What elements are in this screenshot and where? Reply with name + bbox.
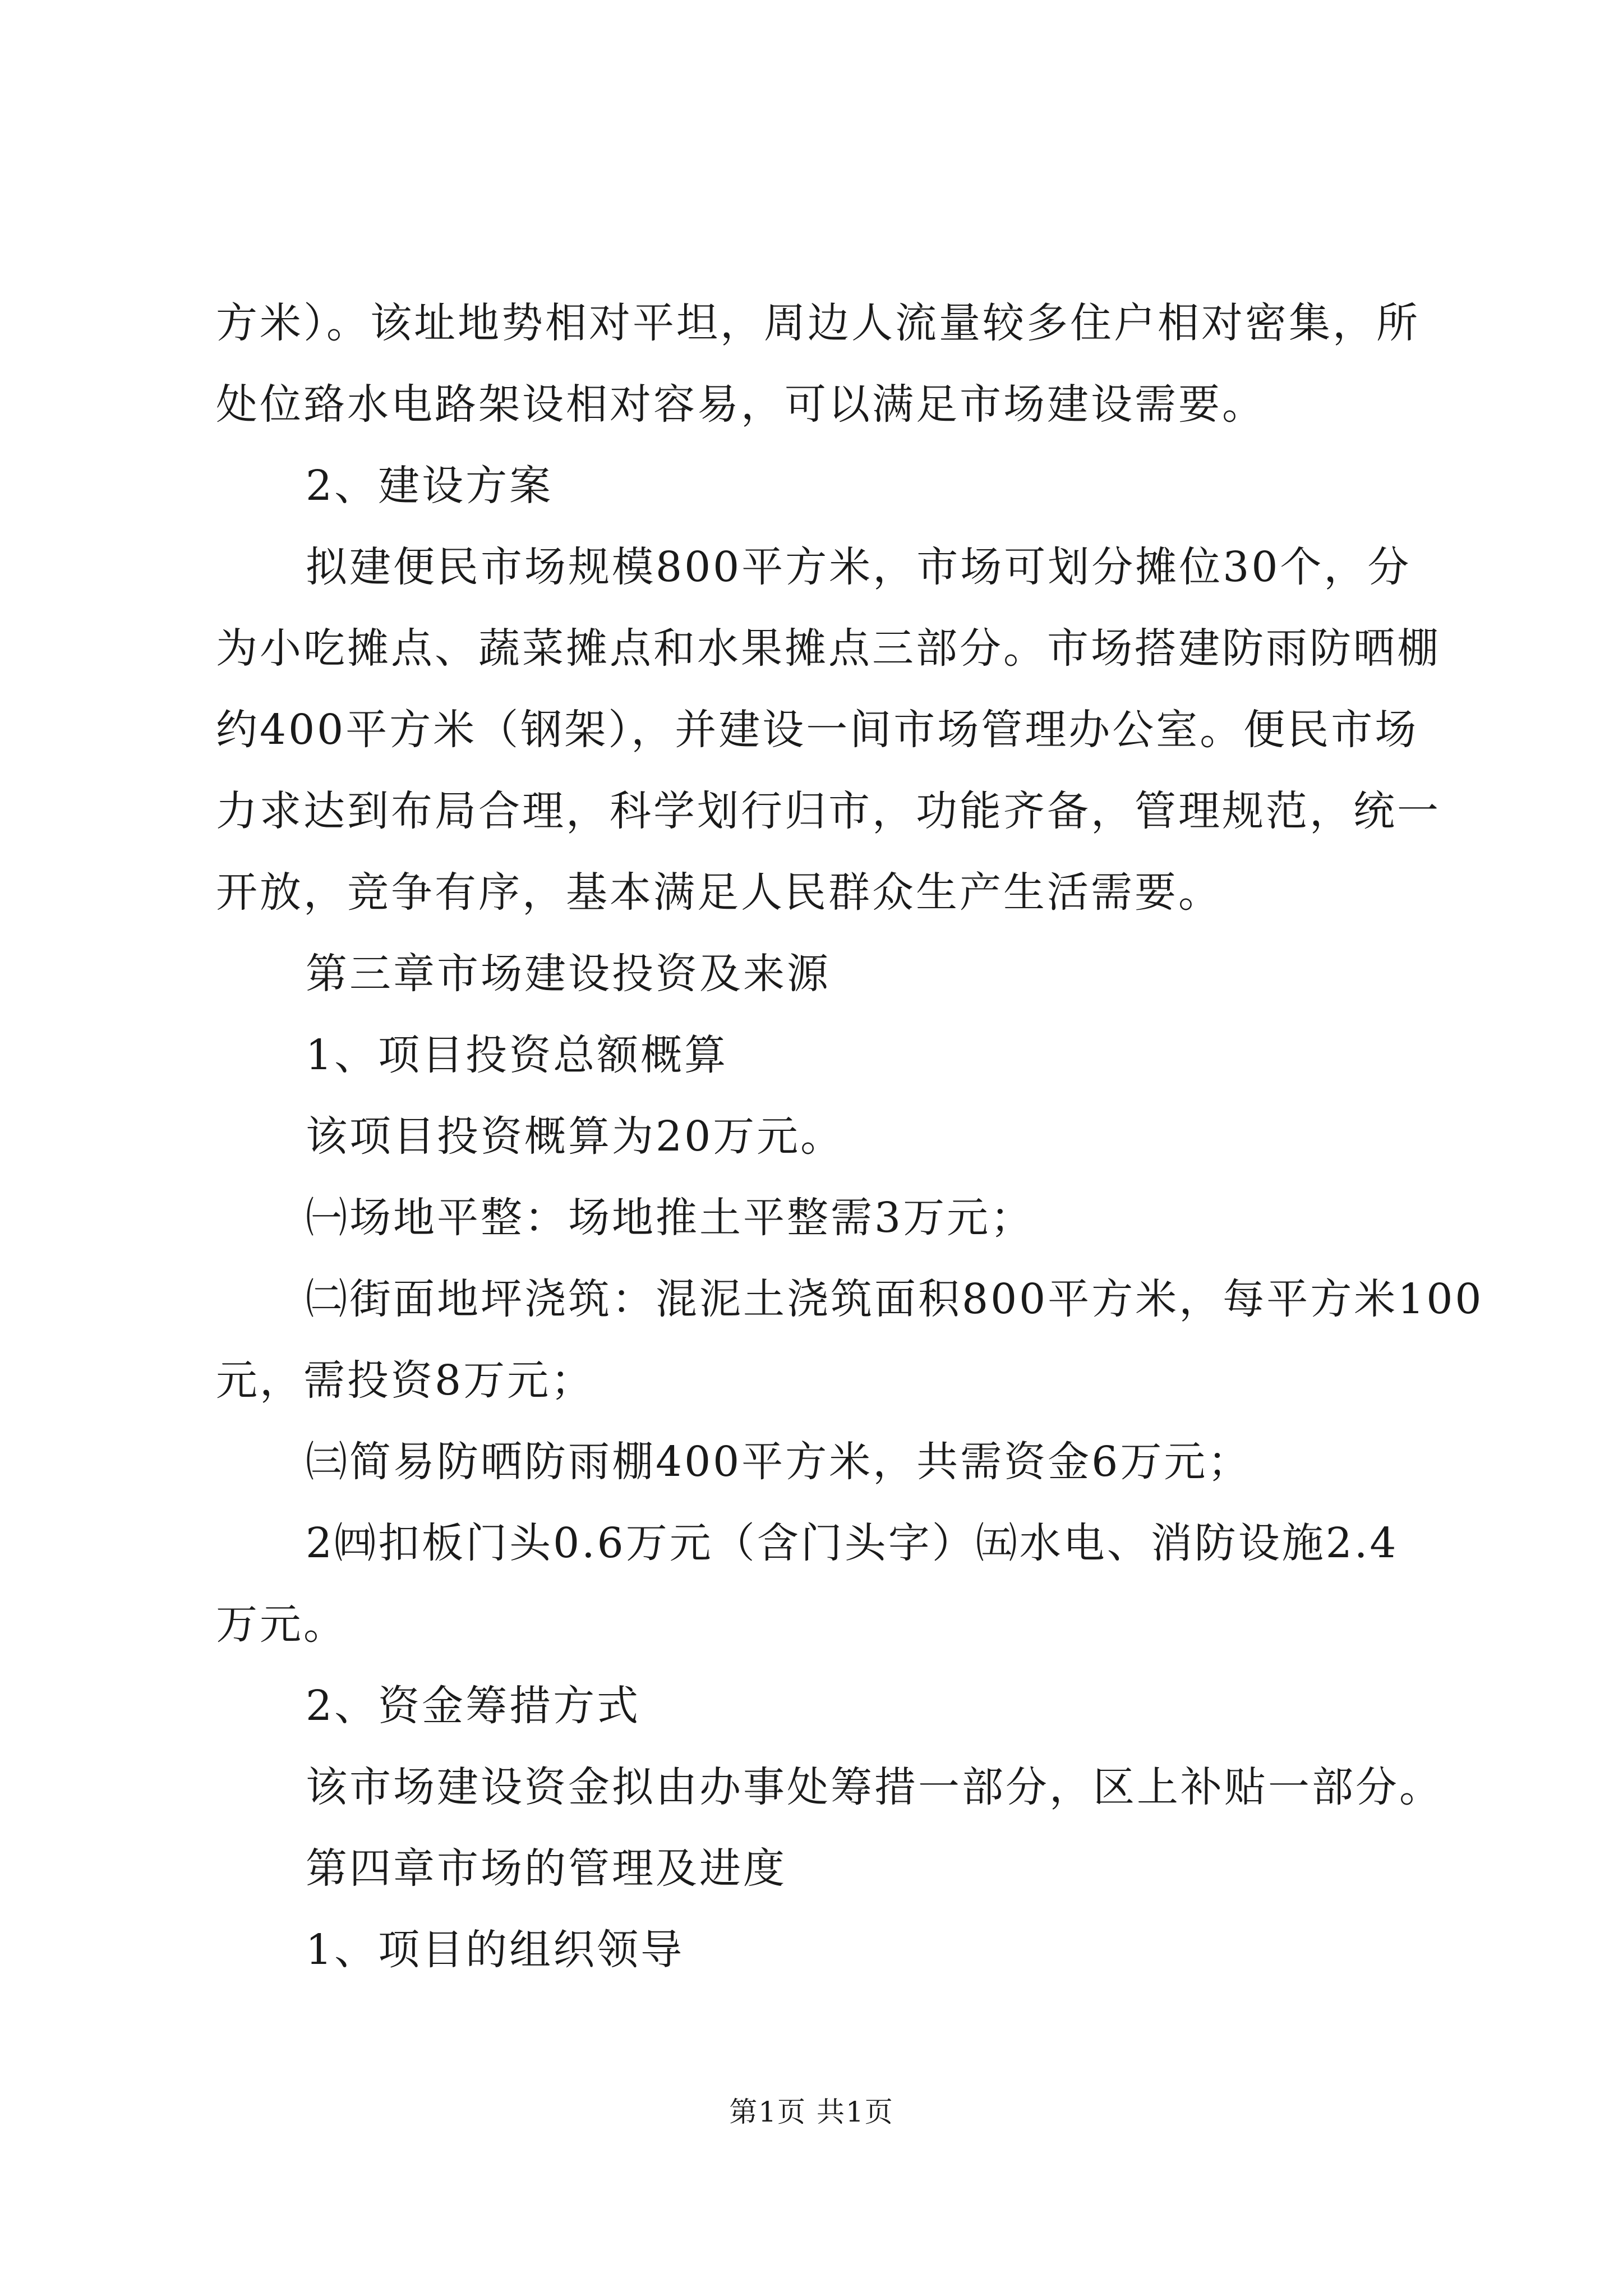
paragraph-line: 拟建便民市场规模800平方米，市场可划分摊位30个，分	[306, 543, 1412, 591]
section-heading: 2、资金筹措方式	[306, 1682, 641, 1730]
paragraph-line: 约400平方米（钢架），并建设一间市场管理办公室。便民市场	[216, 706, 1419, 754]
list-item: ㈡街面地坪浇筑：混泥土浇筑面积800平方米，每平方米100	[306, 1275, 1484, 1323]
paragraph-line: 该项目投资概算为20万元。	[306, 1112, 845, 1161]
paragraph-line: 方米）。该址地势相对平坦，周边人流量较多住户相对密集，所	[216, 299, 1420, 347]
list-item-continuation: 万元。	[216, 1600, 347, 1649]
paragraph-line: 处位臵水电路架设相对容易，可以满足市场建设需要。	[216, 380, 1266, 429]
list-item-continuation: 元，需投资8万元；	[216, 1356, 595, 1405]
document-body	[216, 297, 1484, 2005]
paragraph-line: 力求达到布局合理，科学划行归市，功能齐备，管理规范，统一	[216, 787, 1441, 835]
section-heading: 1、项目投资总额概算	[306, 1031, 728, 1079]
chapter-heading: 第四章市场的管理及进度	[306, 1844, 787, 1893]
page-footer: 第1页 共1页	[729, 2096, 894, 2128]
list-item: ㈠场地平整：场地推土平整需3万元；	[306, 1194, 1035, 1242]
section-heading: 2、建设方案	[306, 462, 554, 510]
paragraph-line: 为小吃摊点、蔬菜摊点和水果摊点三部分。市场搭建防雨防晒棚	[216, 624, 1441, 673]
section-heading: 1、项目的组织领导	[306, 1926, 685, 1974]
paragraph-line: 开放，竞争有序，基本满足人民群众生产生活需要。	[216, 868, 1222, 917]
chapter-heading: 第三章市场建设投资及来源	[306, 950, 831, 998]
list-item: ㈢简易防晒防雨棚400平方米，共需资金6万元；	[306, 1438, 1252, 1486]
paragraph-line: 该市场建设资金拟由办事处筹措一部分，区上补贴一部分。	[306, 1763, 1443, 1811]
list-item: 2㈣扣板门头0.6万元（含门头字）㈤水电、消防设施2.4	[306, 1519, 1399, 1567]
